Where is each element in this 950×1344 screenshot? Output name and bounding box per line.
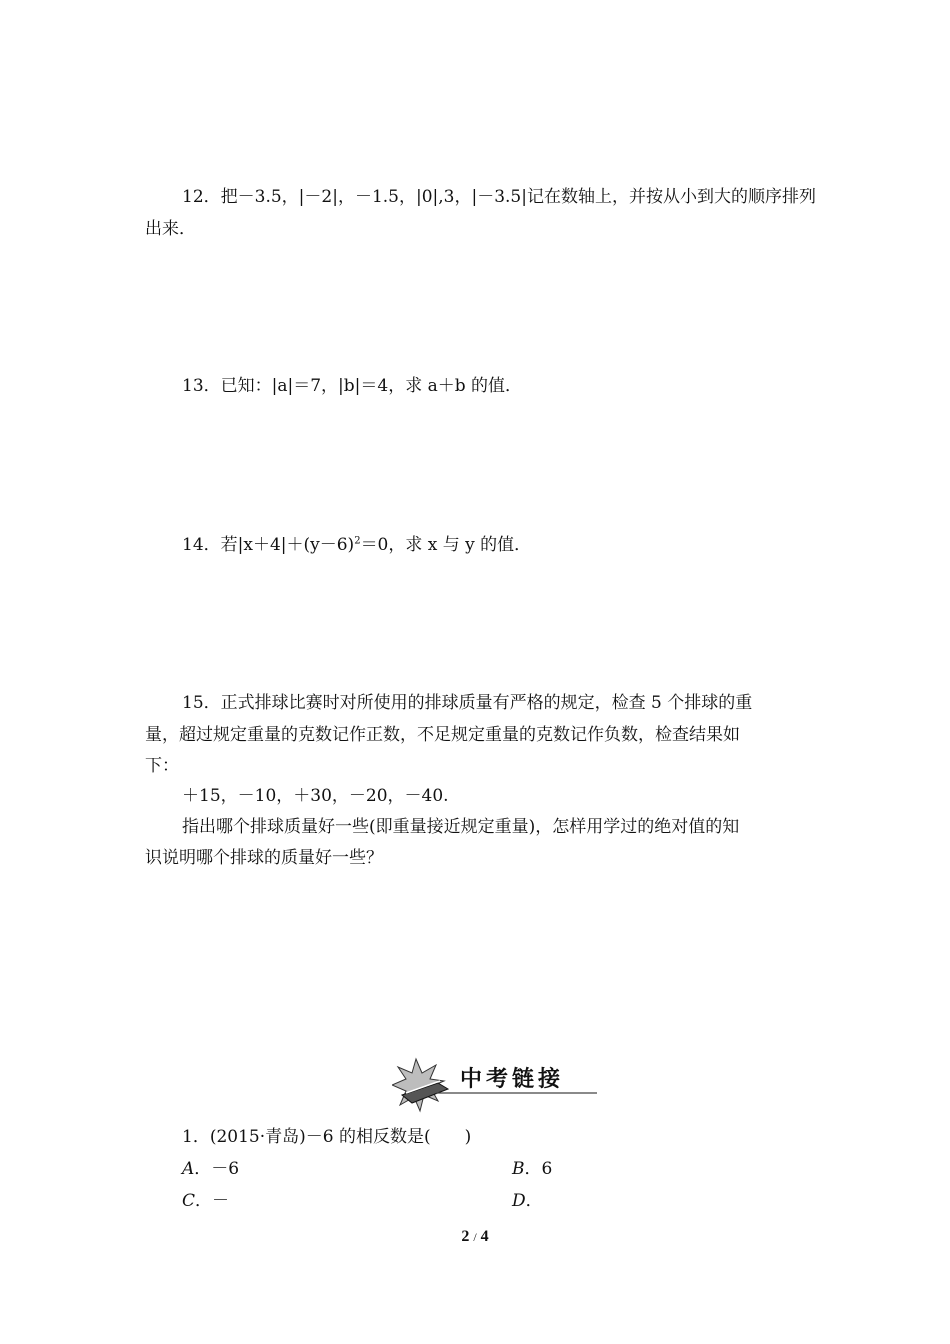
question-12-line-2: 出来．	[145, 219, 196, 239]
question-15-line-5: 指出哪个排球质量好一些(即重量接近规定重量)，怎样用学过的绝对值的知	[182, 817, 740, 837]
option-c-text: ．－	[195, 1191, 230, 1211]
option-c-label: C	[182, 1191, 196, 1211]
mc-option-c	[182, 1190, 229, 1212]
option-d-text: ．	[525, 1191, 543, 1211]
question-14	[182, 534, 531, 556]
mc-option-a	[182, 1158, 239, 1180]
question-12-line-1: 12．把－3.5，|－2|，－1.5，|0|,3，|－3.5|记在数轴上，并按从小到大的顺序排列	[182, 187, 816, 207]
question-13: 13．已知：|a|＝7，|b|＝4，求 a＋b 的值．	[182, 376, 523, 396]
option-a-text: ．－6	[194, 1159, 240, 1179]
question-15-line-6: 识说明哪个排球的质量好一些？	[145, 848, 383, 868]
mc-option-b	[512, 1158, 552, 1180]
question-15-values: ＋15，－10，＋30，－20，－40.	[182, 786, 449, 806]
option-b-label: B	[512, 1159, 525, 1179]
option-b-text: ．6	[524, 1159, 553, 1179]
current-page: 2	[461, 1228, 470, 1245]
option-d-label: D	[512, 1191, 526, 1211]
question-15-line-2: 量，超过规定重量的克数记作正数，不足规定重量的克数记作负数，检查结果如	[145, 725, 740, 745]
mc-option-d	[512, 1190, 543, 1212]
question-15-line-3: 下：	[145, 756, 179, 776]
question-14-after: ＝0，求 x 与 y 的值．	[360, 535, 532, 555]
page-separator: /	[473, 1230, 477, 1244]
total-pages: 4	[480, 1228, 489, 1245]
exponent: 2	[354, 535, 361, 547]
option-a-label: A	[182, 1159, 195, 1179]
mc-question-1-stem: 1．(2015·青岛)－6 的相反数是( )	[182, 1127, 472, 1147]
page-number	[0, 1228, 950, 1246]
question-15-line-1: 15．正式排球比赛时对所使用的排球质量有严格的规定，检查 5 个排球的重	[182, 693, 753, 713]
question-14-before: 14．若|x＋4|＋(y－6)	[182, 535, 355, 555]
section-title: 中考链接	[460, 1066, 565, 1092]
